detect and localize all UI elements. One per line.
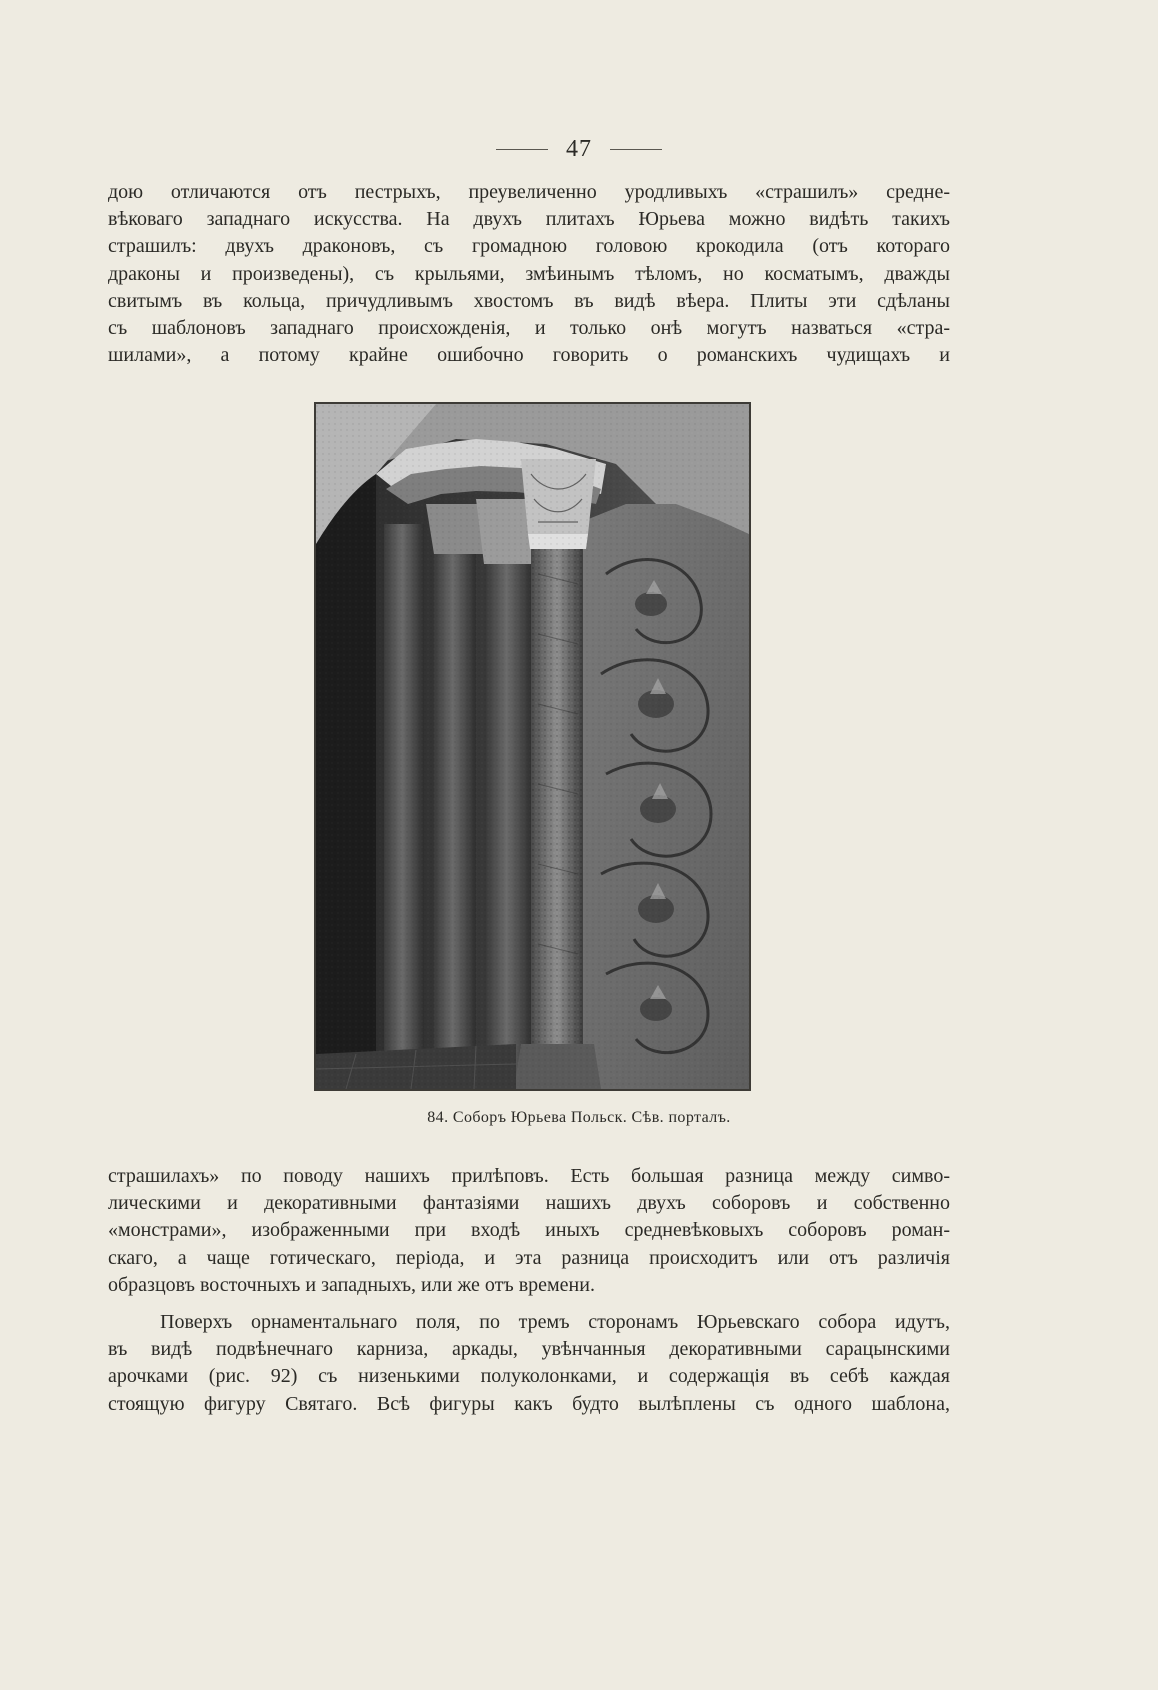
- text-line: драконы и произведены), съ крыльями, змѣинымъ тѣломъ, но косматымъ, дважды: [108, 262, 950, 285]
- page-header: [0, 134, 1158, 164]
- left-dash-rule: [496, 149, 548, 150]
- cathedral-portal-photograph: [314, 402, 751, 1091]
- paragraph-3: [108, 1309, 950, 1418]
- text-line: съ шаблоновъ западнаго происхожденія, и только онѣ могутъ назваться «стра-: [108, 317, 950, 340]
- page-number: 47: [566, 136, 592, 162]
- text-line: вѣковаго западнаго искусства. На двухъ плитахъ Юрьева можно видѣть такихъ: [108, 208, 950, 231]
- portal-photo-illustration: [316, 404, 749, 1089]
- text-line: свитымъ въ кольца, причудливымъ хвостомъ въ видѣ вѣера. Плиты эти сдѣланы: [108, 289, 950, 312]
- text-line: Поверхъ орнаментальнаго поля, по тремъ сторонамъ Юрьевскаго собора идутъ,: [160, 1311, 950, 1333]
- text-line: страшилъ: двухъ драконовъ, съ громадною головою крокодила (отъ котораго: [108, 235, 950, 258]
- figure-caption: 84. Соборъ Юрьева Польск. Сѣв. порталъ.: [427, 1109, 731, 1126]
- paragraph-2: [108, 1163, 950, 1299]
- text-line: лическими и декоративными фантазіями нашихъ двухъ соборовъ и собственно: [108, 1192, 950, 1215]
- text-line: шилами», а потому крайне ошибочно говорить о романскихъ чудищахъ и: [108, 344, 950, 367]
- right-dash-rule: [610, 149, 662, 150]
- text-line: страшилахъ» по поводу нашихъ прилѣповъ. Есть большая разница между симво-: [108, 1165, 950, 1187]
- text-line: въ видѣ подвѣнечнаго карниза, аркады, увѣнчанныя декоративными сарацынскими: [108, 1338, 950, 1361]
- text-line: скаго, а чаще готическаго, періода, и эта разница происходитъ или отъ различія: [108, 1246, 950, 1269]
- text-line: образцовъ восточныхъ и западныхъ, или же отъ времени.: [108, 1273, 595, 1296]
- text-line: дою отличаются отъ пестрыхъ, преувеличенно уродливыхъ «страшилъ» средне-: [108, 181, 950, 203]
- text-line: «монстрами», изображенными при входѣ иныхъ средневѣковыхъ соборовъ роман-: [108, 1219, 950, 1242]
- text-line: стоящую фигуру Святаго. Всѣ фигуры какъ будто вылѣплены съ одного шаблона,: [108, 1392, 950, 1415]
- paragraph-1: [108, 179, 950, 369]
- text-line: арочками (рис. 92) съ низенькими полуколонками, и содержащія въ себѣ каждая: [108, 1365, 950, 1388]
